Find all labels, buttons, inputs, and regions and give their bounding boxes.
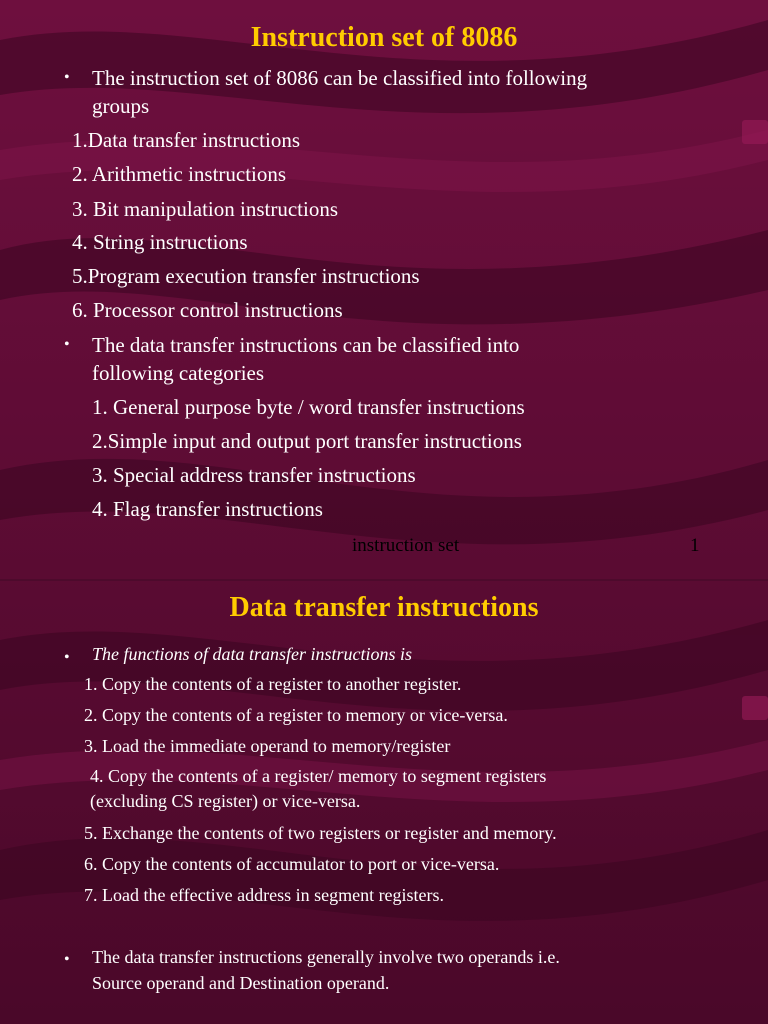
bullet-dot: • bbox=[64, 69, 70, 86]
function-item: 1. Copy the contents of a register to another register. bbox=[84, 674, 462, 694]
group-item: 5.Program execution transfer instructions bbox=[72, 264, 420, 288]
group-item: 6. Processor control instructions bbox=[72, 298, 343, 322]
bullet-text: The data transfer instructions can be classified into bbox=[92, 333, 520, 357]
bullet-text: following categories bbox=[92, 361, 265, 385]
function-item: 6. Copy the contents of accumulator to port or vice-versa. bbox=[84, 854, 500, 874]
function-item: 3. Load the immediate operand to memory/register bbox=[84, 736, 451, 756]
group-item: 4. String instructions bbox=[72, 230, 248, 254]
bullet-text: Source operand and Destination operand. bbox=[92, 973, 390, 993]
function-item: (excluding CS register) or vice-versa. bbox=[90, 791, 361, 811]
bullet-dot: • bbox=[64, 951, 70, 968]
bullet-text: groups bbox=[92, 94, 150, 118]
slide-2 bbox=[0, 580, 768, 1024]
function-item: 5. Exchange the contents of two registers or register and memory. bbox=[84, 823, 557, 843]
intro-text: The functions of data transfer instructions is bbox=[92, 644, 413, 664]
function-item: 2. Copy the contents of a register to memory or vice-versa. bbox=[84, 705, 508, 725]
category-item: 2.Simple input and output port transfer instructions bbox=[92, 429, 522, 453]
function-item: 4. Copy the contents of a register/ memory to segment registers bbox=[90, 766, 547, 786]
category-item: 1. General purpose byte / word transfer instructions bbox=[92, 395, 525, 419]
group-item: 1.Data transfer instructions bbox=[72, 128, 301, 152]
bullet-dot: • bbox=[64, 336, 70, 353]
category-item: 4. Flag transfer instructions bbox=[92, 497, 323, 521]
bullet-dot: • bbox=[64, 649, 70, 666]
group-item: 2. Arithmetic instructions bbox=[72, 162, 287, 186]
bullet-text: The data transfer instructions generally involve two operands i.e. bbox=[92, 947, 560, 967]
slide-page-number: 1 bbox=[690, 535, 700, 556]
slide-2-title: Data transfer instructions bbox=[229, 592, 539, 623]
slide-1-title: Instruction set of 8086 bbox=[250, 22, 518, 53]
function-item: 7. Load the effective address in segment registers. bbox=[84, 885, 445, 905]
slide-footer-label: instruction set bbox=[352, 535, 460, 556]
category-item: 3. Special address transfer instructions bbox=[92, 463, 416, 487]
bullet-text: The instruction set of 8086 can be classified into following bbox=[92, 66, 588, 90]
group-item: 3. Bit manipulation instructions bbox=[72, 197, 338, 221]
